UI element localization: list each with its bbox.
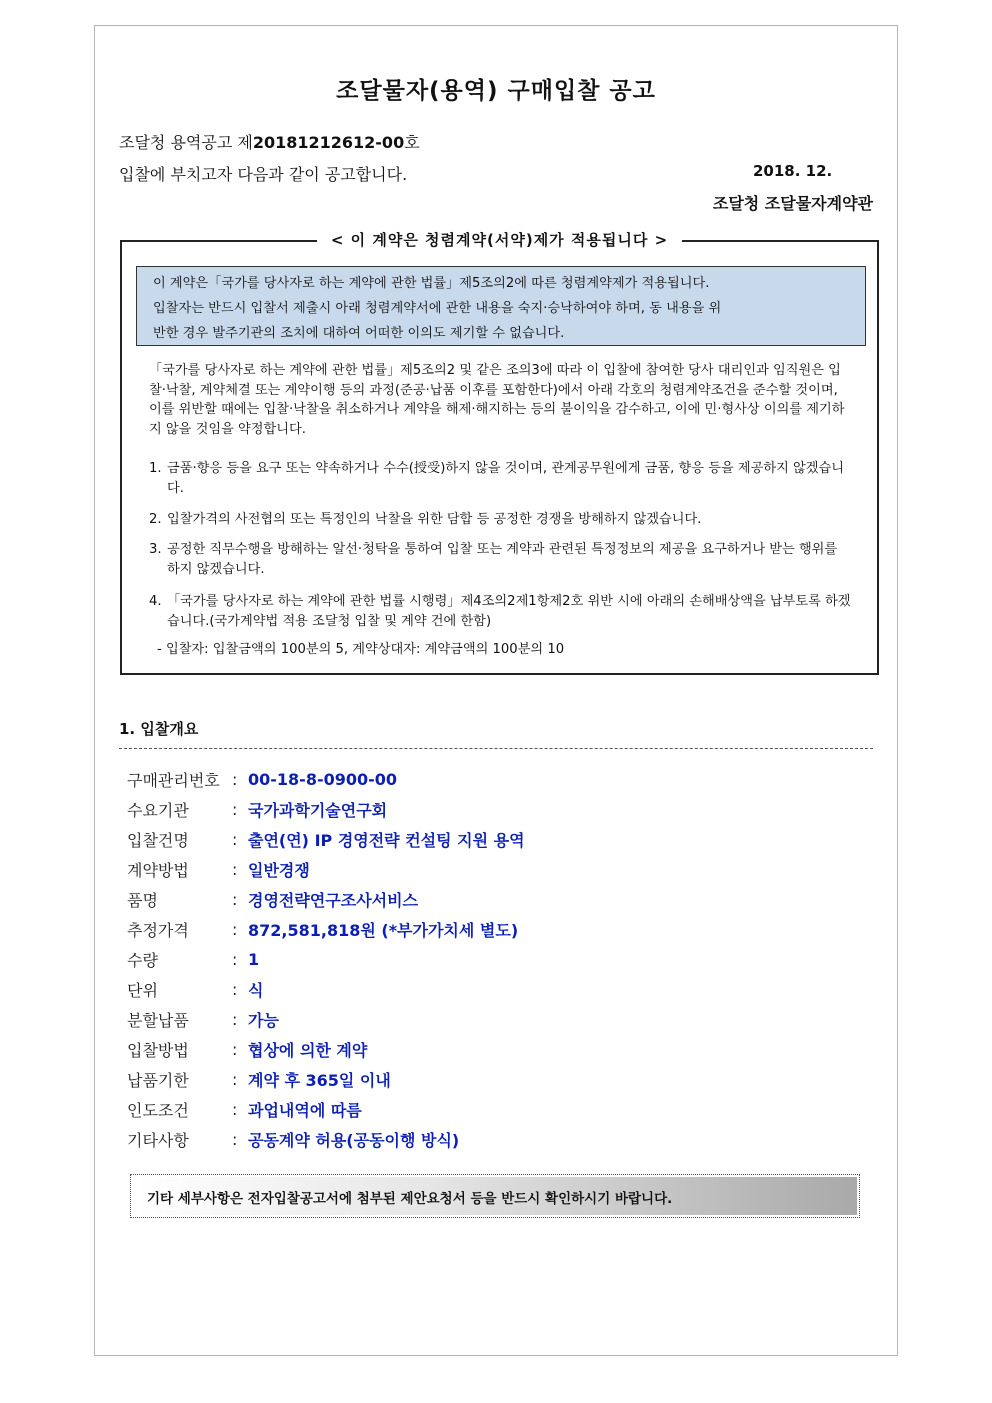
announcement-number-line <box>119 130 420 153</box>
notice-line: 이 계약은「국가를 당사자로 하는 계약에 관한 법률」제5조의2에 따른 청렴계약제가 적용됩니다. <box>153 276 710 291</box>
item-text: 「국가를 당사자로 하는 계약에 관한 법률 시행령」제4조의2제1항제2호 위반 시에 아래의 손해배상액을 납부토록 하겠습니다.(국가계약법 적용 조달청 입찰 및 계약 건에 한함) <box>167 594 851 629</box>
row-value: 00-18-8-0900-00 <box>248 769 398 789</box>
dashed-divider <box>119 748 873 749</box>
row-value: 과업내역에 따름 <box>248 1100 362 1120</box>
overview-row: 분할납품 : 가능 <box>127 1009 279 1030</box>
row-value: 국가과학기술연구회 <box>248 800 388 820</box>
row-value: 식 <box>248 980 264 1000</box>
row-value: 계약 후 365일 이내 <box>248 1070 391 1090</box>
row-label: 납품기한 <box>127 1070 189 1090</box>
row-label: 수량 <box>127 950 158 970</box>
item-text: 입찰가격의 사전협의 또는 특정인의 낙찰을 위한 담합 등 공정한 경쟁을 방해하지 않겠습니다. <box>167 512 702 527</box>
overview-row: 단위 : 식 <box>127 979 264 1000</box>
footer-note: 기타 세부사항은 전자입찰공고서에 첨부된 제안요청서 등을 반드시 확인하시기 바랍니다. <box>147 1191 673 1207</box>
integrity-item <box>149 540 853 580</box>
item-text: 공정한 직무수행을 방해하는 알선·청탁을 통하여 입찰 또는 계약과 관련된 특정정보의 제공을 요구하거나 받는 행위를 하지 않겠습니다. <box>167 542 838 577</box>
overview-row: 품명 : 경영전략연구조사서비스 <box>127 889 419 910</box>
damages-note: - 입찰자: 입찰금액의 100분의 5, 계약상대자: 계약금액의 100분의 10 <box>157 642 565 657</box>
section-heading: 1. 입찰개요 <box>119 720 199 738</box>
row-label: 분할납품 <box>127 1010 189 1030</box>
item-text: 금품·향응 등을 요구 또는 약속하거나 수수(授受)하지 않을 것이며, 관계공무원에게 금품, 향응 등을 제공하지 않겠습니다. <box>167 461 844 496</box>
row-value: 가능 <box>248 1010 279 1030</box>
overview-row: 수요기관 : 국가과학기술연구회 <box>127 799 388 820</box>
issuer-name: 조달청 조달물자계약관 <box>712 194 873 213</box>
integrity-item <box>149 592 853 632</box>
footer-note-box <box>130 1174 860 1218</box>
overview-row: 수량 : 1 <box>127 949 260 970</box>
integrity-item <box>149 459 853 499</box>
notice-line: 반한 경우 발주기관의 조치에 대하여 어떠한 이의도 제기할 수 없습니다. <box>153 326 565 341</box>
row-label: 수요기관 <box>127 800 189 820</box>
row-label: 입찰방법 <box>127 1040 189 1060</box>
integrity-item <box>149 510 853 530</box>
row-label: 인도조건 <box>127 1100 189 1120</box>
announcement-prefix: 조달청 용역공고 제 <box>119 133 253 152</box>
integrity-contract-box <box>120 231 879 675</box>
document-title: 조달물자(용역) 구매입찰 공고 <box>336 78 656 104</box>
row-value: 872,581,818원 (*부가가치세 별도) <box>248 920 519 940</box>
integrity-paragraph: 「국가를 당사자로 하는 계약에 관한 법률」제5조의2 및 같은 조의3에 따라 이 입찰에 참여한 당사 대리인과 임직원은 입찰·낙찰, 계약체결 또는 계약이행 등의 과정(준공·납품 이후를 포함한다)에서 아래 각호의 청렴계약조건을 준수할 것이며, 이를 위반할 때에는 입찰·낙찰을 취소하거나 계약을 해제·해지하는 등의 불이익을 감수하고, 이에 민·형사상 이의를 제기하지 않을 것임을 약정합니다. <box>149 363 845 437</box>
item-number: 3. <box>149 542 162 557</box>
overview-row: 입찰건명 : 출연(연) IP 경영전략 컨설팅 지원 용역 <box>127 829 525 850</box>
announcement-suffix: 호 <box>404 133 420 152</box>
row-value: 경영전략연구조사서비스 <box>248 890 419 910</box>
row-label: 기타사항 <box>127 1130 189 1150</box>
item-number: 1. <box>149 461 162 476</box>
item-number: 2. <box>149 512 162 527</box>
overview-row: 계약방법 : 일반경쟁 <box>127 859 310 880</box>
item-number: 4. <box>149 594 162 609</box>
overview-row: 추정가격 : 872,581,818원 (*부가가치세 별도) <box>127 919 519 940</box>
row-value: 일반경쟁 <box>248 860 310 880</box>
integrity-box-title: < 이 계약은 청렴계약(서약)제가 적용됩니다 > <box>317 231 682 249</box>
row-label: 입찰건명 <box>127 830 189 850</box>
overview-row: 납품기한 : 계약 후 365일 이내 <box>127 1069 391 1090</box>
row-label: 품명 <box>127 890 158 910</box>
announcement-intro: 입찰에 부치고자 다음과 같이 공고합니다. <box>119 165 408 184</box>
overview-row: 구매관리번호 : 00-18-8-0900-00 <box>127 769 398 790</box>
bid-overview-table <box>127 764 847 1154</box>
row-value: 공동계약 허용(공동이행 방식) <box>248 1130 460 1150</box>
notice-line: 입찰자는 반드시 입찰서 제출시 아래 청렴계약서에 관한 내용을 숙지·승낙하여야 하며, 동 내용을 위 <box>153 301 722 316</box>
announcement-date: 2018. 12. <box>753 162 833 180</box>
announcement-number: 20181212612-00 <box>252 133 405 152</box>
overview-row: 입찰방법 : 협상에 의한 계약 <box>127 1039 368 1060</box>
row-value: 1 <box>248 949 260 969</box>
row-label: 구매관리번호 <box>127 770 220 790</box>
overview-row: 인도조건 : 과업내역에 따름 <box>127 1099 362 1120</box>
row-value: 출연(연) IP 경영전략 컨설팅 지원 용역 <box>248 830 525 850</box>
row-label: 계약방법 <box>127 860 189 880</box>
row-value: 협상에 의한 계약 <box>248 1040 368 1060</box>
integrity-notice <box>136 266 866 346</box>
row-label: 단위 <box>127 980 158 1000</box>
document-page <box>94 25 898 1356</box>
overview-row: 기타사항 : 공동계약 허용(공동이행 방식) <box>127 1129 460 1150</box>
row-label: 추정가격 <box>127 920 189 940</box>
